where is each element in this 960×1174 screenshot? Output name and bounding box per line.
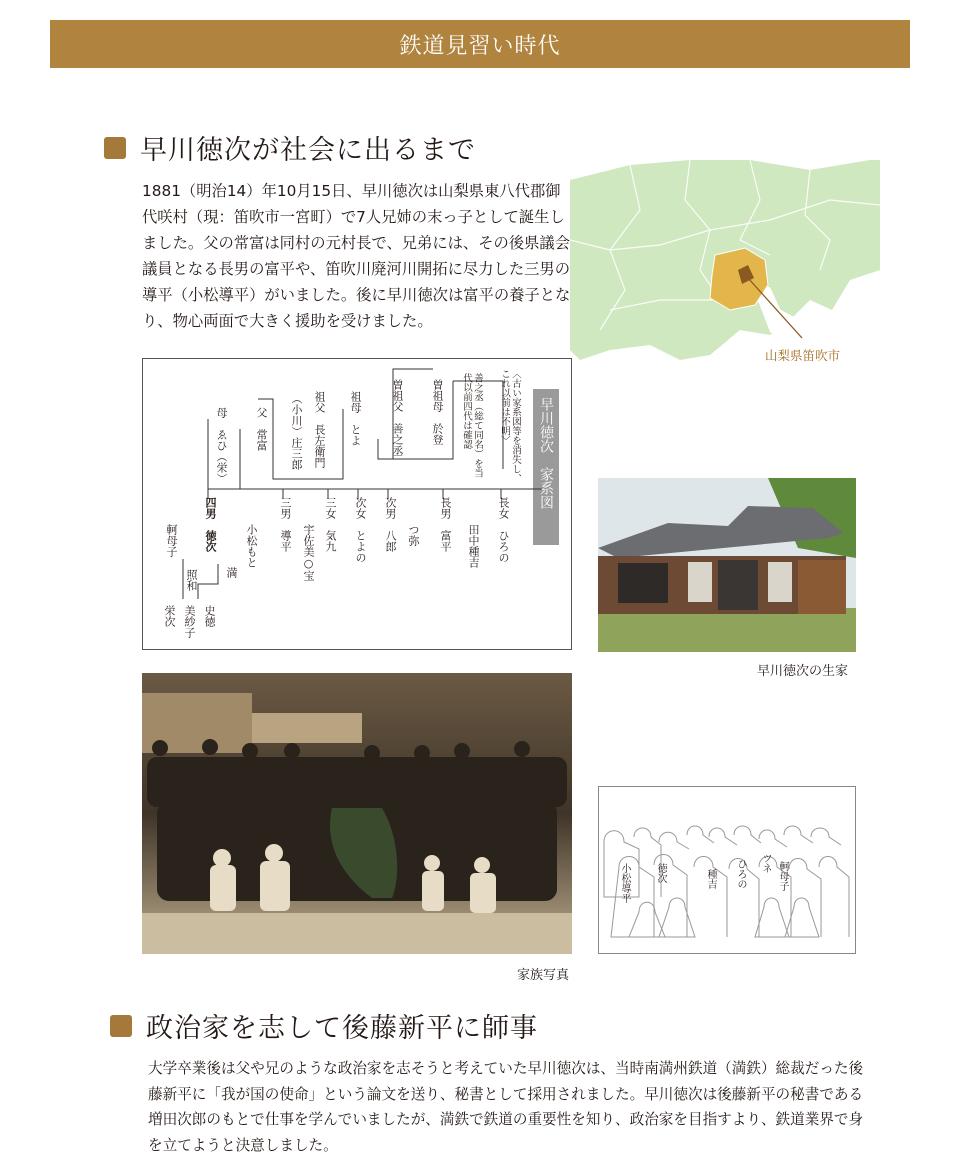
grandmother: 祖母 とよ [349, 391, 362, 446]
child-4: 次女 とよの [354, 497, 367, 563]
spouse-1: 田中種吉 [467, 524, 480, 568]
grandfather: 祖父 長左衛門 [313, 391, 326, 468]
heading-square-icon [110, 1015, 132, 1037]
child-3: 次男 八郎 [384, 497, 397, 552]
key-name-6: 軻母子 [777, 861, 788, 891]
grandchild-5: 栄次 [163, 605, 176, 627]
ogawa-shozaburo: （小川）庄三郎 [290, 393, 303, 470]
tree-note: 〈古い家系図等を消失し、 これ以前は不明〉 [499, 369, 521, 488]
key-name-4: ひろの [735, 859, 746, 889]
spouse-4: 小松もと [245, 524, 258, 568]
header-banner [50, 20, 910, 68]
family-caption: 家族写真 [517, 968, 570, 983]
key-name-2: 徳次 [655, 863, 666, 883]
family-photo [142, 673, 572, 954]
key-name-5: ツネ [760, 853, 771, 873]
child-1: 長女 ひろの [497, 497, 510, 563]
child-2: 長男 富平 [439, 497, 452, 552]
grandchild-2: 照和 [185, 569, 198, 591]
heading-square-icon [104, 137, 126, 159]
spouse-5: 軻母子 [165, 524, 178, 557]
key-name-3: 種吉 [705, 869, 716, 889]
family-tree [142, 358, 572, 650]
section2-heading [110, 1006, 538, 1045]
house-caption: 早川徳次の生家 [757, 664, 849, 679]
child-5: 三女 気九 [324, 497, 337, 552]
section1-paragraph: 1881（明治14）年10月15日、早川徳次は山梨県東八代郡御代咲村（現：笛吹市一宮町）で7人兄姉の末っ子として誕生しました。父の常富は同村の元村長で、兄弟には、その後県議会議員となる長男の富平や、笛吹川廃河川開拓に尽力した三男の導平（小松導平）がいました。後に早川徳次は富平の養子となり、物心両面で大きく援助を受けました。 [142, 182, 571, 330]
section2-paragraph: 大学卒業後は父や兄のような政治家を志そうと考えていた早川徳次は、当時南満州鉄道（満鉄）総裁だった後藤新平に「我が国の使命」という論文を送り、秘書として採用されました。早川徳次は後藤新平の秘書である増田次郎のもとで仕事を学んでいましたが、満鉄で鉄道の重要性を知り、政治家を目指すより、鉄道業界で身を立てようと決意しました。 [148, 1060, 864, 1154]
child-7: 四男 徳次 [204, 497, 217, 552]
key-outlines [599, 787, 855, 953]
section1-heading [104, 128, 476, 167]
family-photo-key [598, 786, 856, 954]
father: 父 常富 [255, 407, 268, 451]
spouse-3: 宇佐美○宝 [302, 524, 315, 581]
section2-title: 政治家を志して後藤新平に師事 [146, 1013, 538, 1044]
mother: 母 ゑひ（栄） [215, 407, 228, 484]
location-map [570, 160, 880, 370]
grandchild-1: 満 [225, 567, 238, 578]
great-grandmother: 曽祖母 於登 [431, 379, 444, 445]
grandchild-4: 美紗子 [183, 605, 196, 638]
banner-title: 鉄道見習い時代 [399, 33, 561, 59]
key-name-1: 小松導平 [619, 863, 630, 903]
tree-title: 早川徳次 家系図 [538, 397, 554, 509]
map-label: 山梨県笛吹市 [765, 348, 841, 363]
grandchild-3: 史徳 [203, 605, 216, 627]
child-6: 三男 導平 [279, 497, 292, 552]
spouse-2: つ弥 [407, 524, 420, 546]
great-grandfather: 曽祖父 善之丞 [391, 379, 404, 456]
tree-note-2: 善之丞（総て同名）を当代以前四代は確認 [461, 373, 483, 478]
section1-title: 早川徳次が社会に出るまで [140, 135, 476, 166]
birthplace-photo [598, 478, 856, 652]
